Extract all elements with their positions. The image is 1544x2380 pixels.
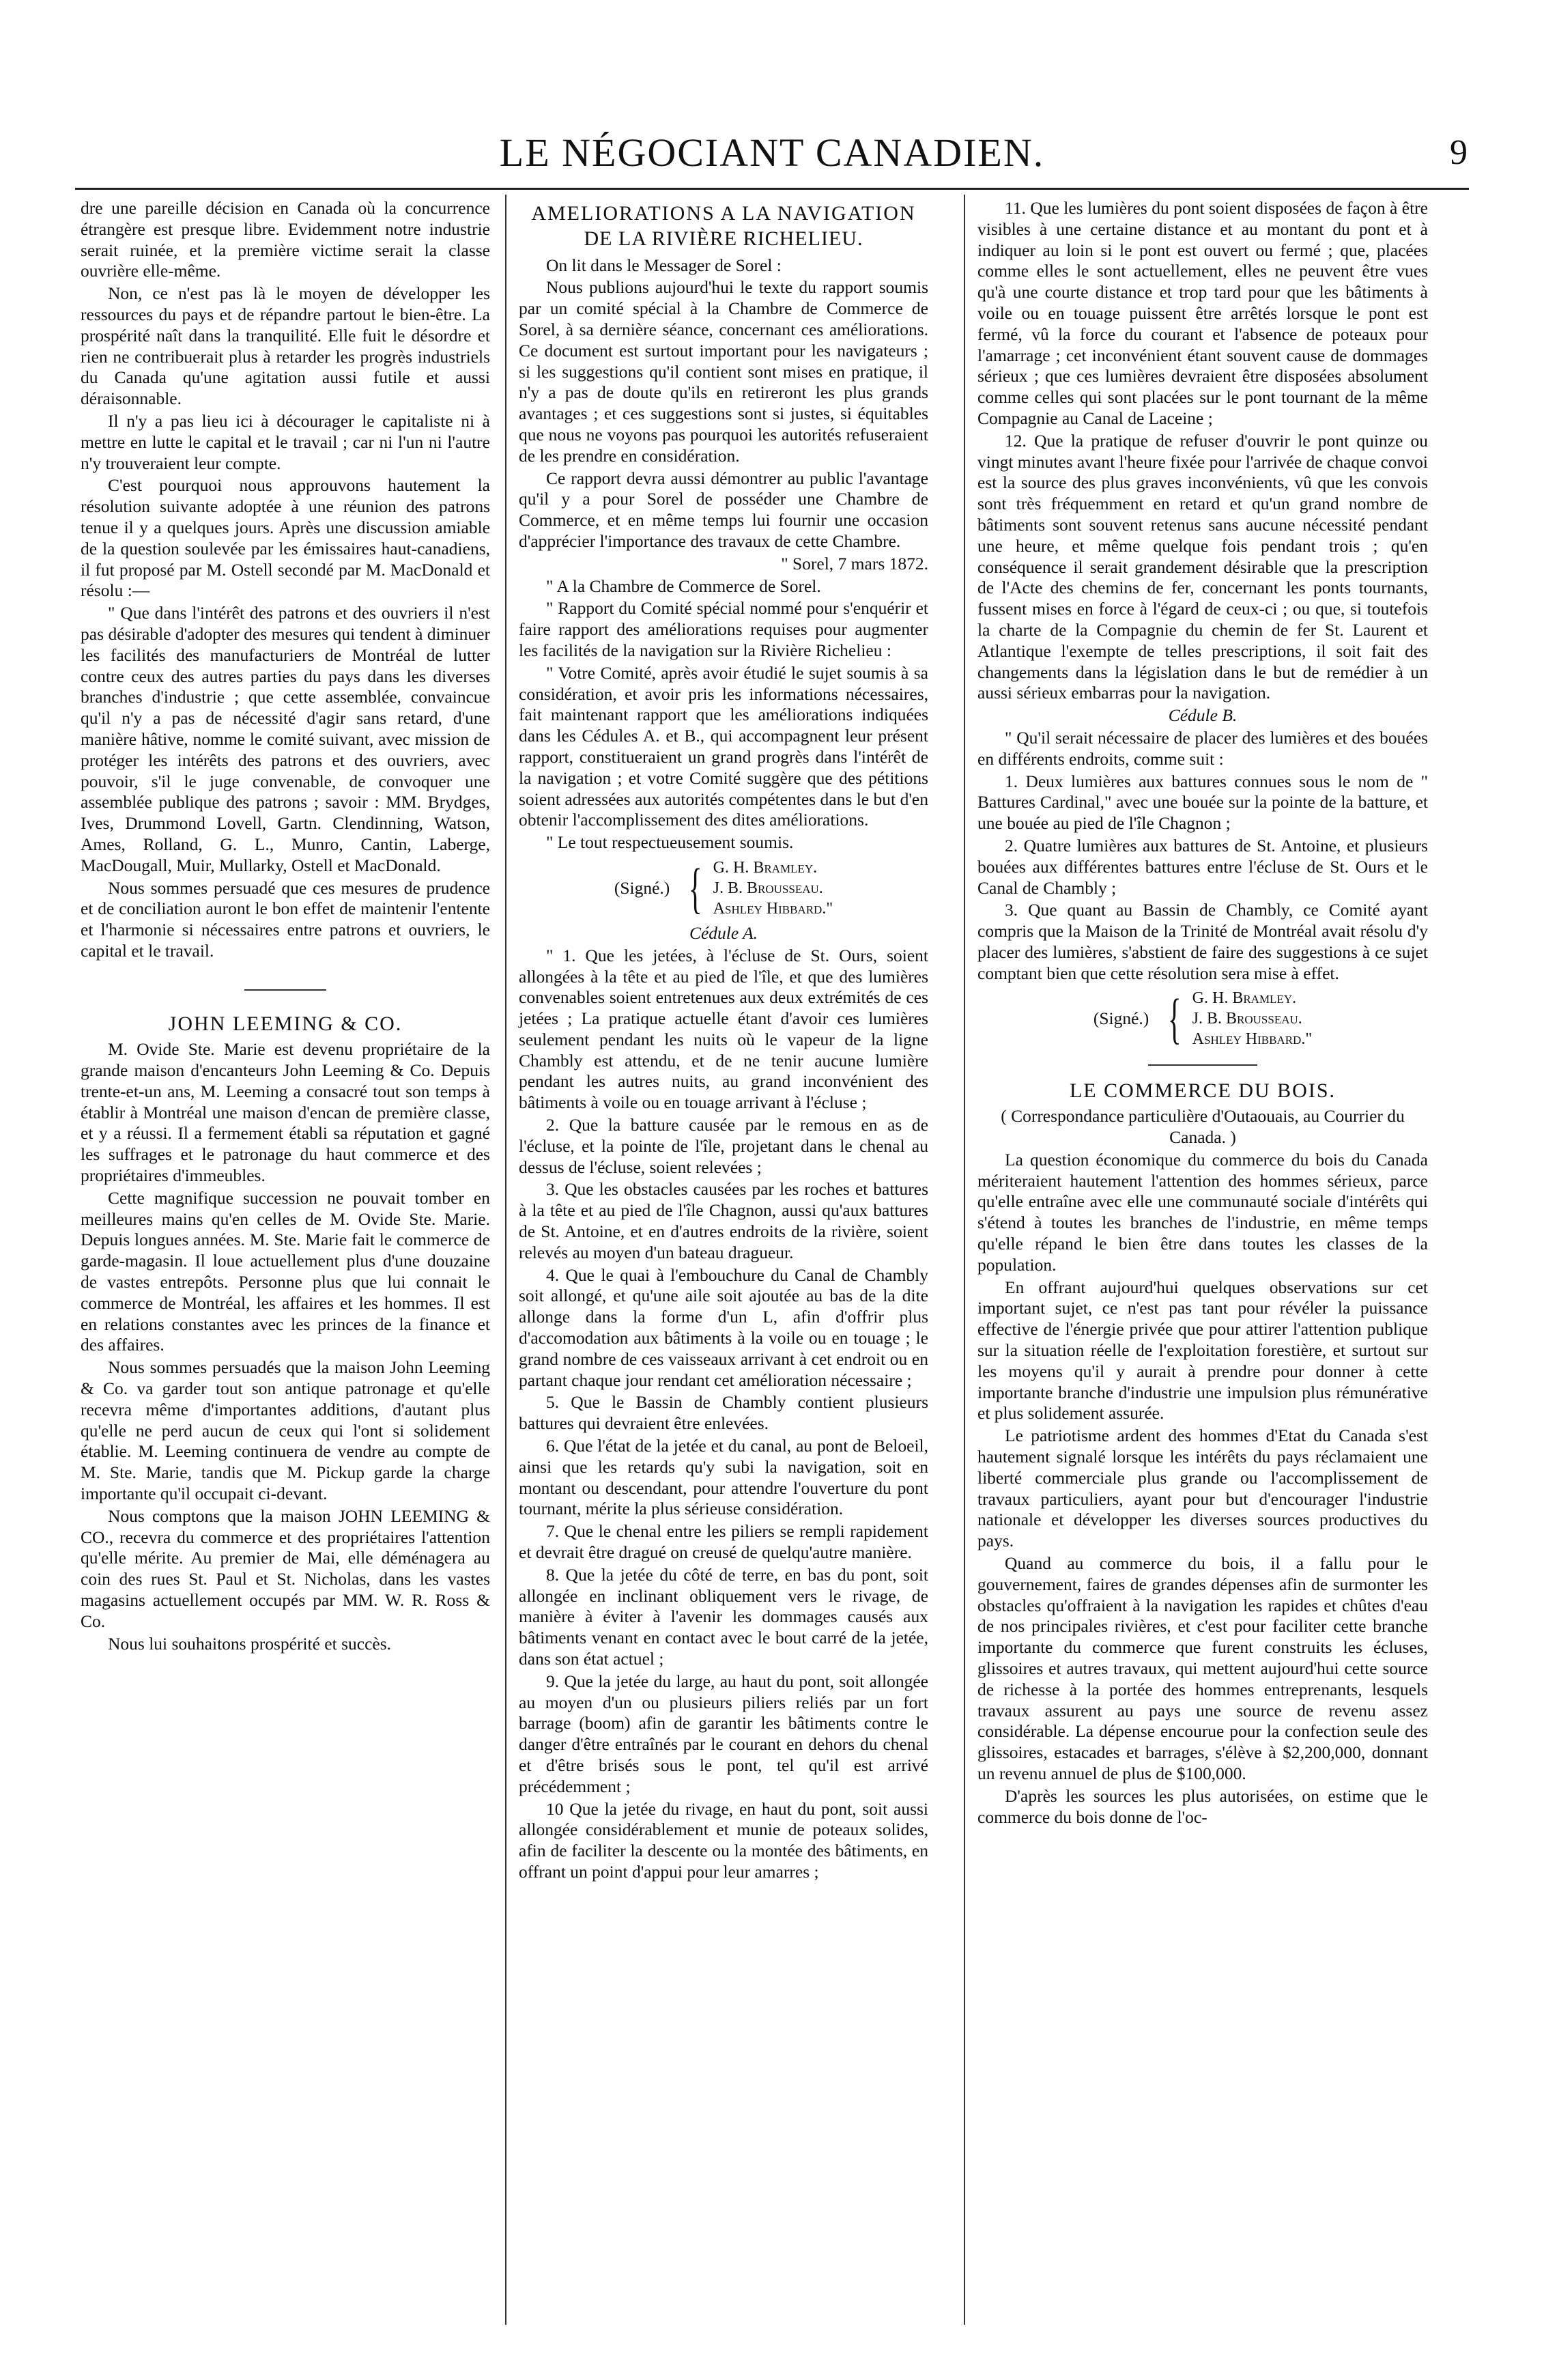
column-divider (505, 195, 506, 2325)
paragraph: Nous comptons que la maison JOHN LEEMING & CO., recevra du commerce et des propriétaires l'attention qu'elle mérite. Au premier de Mai, elle déménagera au coin des rues St. Paul et St. Nicholas, dans les vastes magasins actuellement occupés par MM. W. R. Ross & Co. (81, 1505, 490, 1631)
list-item: 12. Que la pratique de refuser d'ouvrir le pont quinze ou vingt minutes avant l'heure fixée pour l'arrivée de chaque convoi est la source des plus graves inconvénients, vû que les convois sont très fréquemment en retard et qu'un grand nombre de bâtiments sont souvent retenus sans aucune nécessité pendant une heure, et même quelque fois pendant trois ; qu'en conséquence il serait grandement désirable que la prescription de l'Acte des chemins de fer, concernant les ponts tournants, fussent mises en force à l'égard de ceux-ci ; ou que, si toutefois la charte de la Compagnie du chemin de fer St. Laurent et Atlantique l'exempte de telles prescriptions, il soit fait des changements dans la législation dans le but de remédier à un aussi sérieux embarras pour la navigation. (977, 430, 1428, 703)
dateline: " Sorel, 7 mars 1872. (781, 553, 928, 573)
paragraph: Nous sommes persuadé que ces mesures de prudence et de conciliation auront le bon effet de maintenir l'entente et l'harmonie si nécessaires entre patrons et ouvriers, le capital et le travail. (81, 877, 490, 961)
list-item: 1. Deux lumières aux battures connues sous le nom de " Battures Cardinal," avec une bouée sur la pointe de la batture, et une bouée au pied de l'île Chagnon ; (977, 771, 1428, 834)
list-item: " Qu'il serait nécessaire de placer des lumières et des bouées en différents endroits, comme suit : (977, 727, 1428, 769)
signer-names (713, 858, 833, 919)
paragraph: C'est pourquoi nous approuvons hautement la résolution suivante adoptée à une réunion des patrons tenue il y a quelques jours. Après une discussion amiable de la question soulevée par les émissaires haut-canadiens, il fut proposé par M. Ostell secondé par M. MacDonald et résolu :— (81, 475, 490, 601)
newspaper-title: LE NÉGOCIANT CANADIEN. (499, 130, 1045, 175)
signed-label: (Signé.) (614, 877, 670, 898)
signed-label: (Signé.) (1093, 1008, 1149, 1029)
list-item: 3. Que quant au Bassin de Chambly, ce Comité ayant compris que la Maison de la Trinité de Montréal avait résolu d'y placer des lumières, s'abstient de faire des suggestions à ce sujet comptant bien que cette résolution sera mise à effet. (977, 900, 1428, 983)
column-2 (519, 198, 928, 1884)
masthead (75, 130, 1469, 178)
list-item: 3. Que les obstacles causées par les roches et battures à la tête et au pied de l'île Chagnon, aussi qu'aux battures de St. Antoine, et en d'autres endroits de la rivière, soient relevés au moyen d'un bateau dragueur. (519, 1179, 928, 1262)
list-item: 4. Que le quai à l'embouchure du Canal de Chambly soit allongé, et qu'une aile soit ajoutée au bas de la dite allonge dans la forme d'un L, afin d'offrir plus d'accomodation aux bâtiments à la voile ou en touage ; le grand nombre de ces vaisseaux arrivant à cet endroit ou en partant chaque jour rendant cet amélioration nécessaire ; (519, 1264, 928, 1390)
paragraph: M. Ovide Ste. Marie est devenu propriétaire de la grande maison d'encanteurs John Leeming & Co. Depuis trente-et-un ans, M. Leeming a consacré tout son temps à établir à Montréal une maison d'encan de première classe, et y a réussi. Il a fermement établi sa réputation et gagné les suffrages et le patronage du haut commerce et des propriétaires d'immeubles. (81, 1039, 490, 1186)
signer: J. B. Brousseau. (713, 879, 823, 897)
article-heading-line2: DE LA RIVIÈRE RICHELIEU. (584, 227, 863, 250)
article-heading: LE COMMERCE DU BOIS. (1069, 1079, 1336, 1103)
list-item: 6. Que l'état de la jetée et du canal, au pont de Beloeil, ainsi que les retards qu'y subi la navigation, soit en montant ou descendant, pour attendre l'ouverture du pont tournant, mérite la plus sérieuse considération. (519, 1436, 928, 1519)
header-rule (75, 188, 1469, 190)
intro-line: On lit dans le Messager de Sorel : (546, 255, 782, 275)
paragraph: Nous lui souhaitons prospérité et succès. (108, 1633, 392, 1654)
brace-glyph: { (1168, 987, 1182, 1050)
paragraph: Ce rapport devra aussi démontrer au public l'avantage qu'il y a pour Sorel de posséder une Chambre de Commerce, et en même temps lui fournir une occasion d'apprécier l'importance des travaux de cette Chambre. (519, 468, 928, 551)
signer: J. B. Brousseau. (1192, 1010, 1302, 1028)
page-number: 9 (1450, 133, 1468, 172)
list-item: 9. Que la jetée du large, au haut du pont, soit allongée au moyen d'un ou plusieurs piliers reliés par un fort barrage (boom) afin de garantir les bâtiments contre le danger d'être entraînés par le courant en dehors du chenal et d'être brisés sous le pont, tel qu'il est arrivé précédemment ; (519, 1671, 928, 1796)
paragraph: Nous publions aujourd'hui le texte du rapport soumis par un comité spécial à la Chambre de Commerce de Sorel, à sa dernière séance, concernant ces améliorations. Ce document est surtout important pour les navigateurs ; si les suggestions qu'il contient sont mises en pratique, il n'y a pas de doute qu'ils en retireront les plus grands avantages ; et ces suggestions sont si justes, si équitables que nous ne voyons pas pourquoi les autorités refuseraient de les prendre en considération. (519, 277, 928, 466)
section-separator (81, 978, 490, 1000)
list-item: 11. Que les lumières du pont soient disposées de façon à être visibles à une certaine distance et au montant du pont et à indiquer au loin si le pont est ouvert ou fermé ; que, placées comme elles le sont actuellement, elles ne peuvent être vues qu'à une courte distance et trop tard pour que les bâtiments à voile ou en touage puissent être arrêtés lorsque le pont est fermé, vû la force du courant et l'absence de poteaux pour l'amarrage ; cet inconvénient étant souvent cause de dommages sérieux ; que ces lumières devraient être disposées absolument comme celles qui sont placées sur le pont tournant de la même Compagnie au Canal de Laceine ; (977, 198, 1428, 428)
signer: G. H. Bramley. (713, 858, 818, 877)
column-divider (964, 195, 965, 2325)
list-item: " 1. Que les jetées, à l'écluse de St. Ours, soient allongées à la tête et au pied de l'île, et que des lumières convenables soient entretenues aux deux extrémités de ces jetées ; La pratique actuelle étant d'avoir ces lumières seulement pendant les nuits où le vapeur de la ligne Chambly est attendu, et de ne tenir aucune lumière pendant les autres nuits, au grand inconvénient des bâtiments à voile ou en touage arrivant à l'écluse ; (519, 945, 928, 1113)
paragraph: D'après les sources les plus autorisées, on estime que le commerce du bois donne de l'oc- (977, 1785, 1428, 1827)
signature-block (519, 858, 928, 919)
paragraph: Le patriotisme ardent des hommes d'Etat du Canada s'est hautement signalé lorsque les intérêts du pays réclamaient une liberté commerciale plus grande ou l'accomplissement de travaux particuliers, ayant pour but d'encourager l'industrie nationale et développer les diverses sources productives du pays. (977, 1426, 1428, 1551)
list-item: 5. Que le Bassin de Chambly contient plusieurs battures qui devraient être enlevées. (519, 1392, 928, 1434)
paragraph: " Votre Comité, après avoir étudié le sujet soumis à sa considération, et avoir pris les informations nécessaires, fait maintenant rapport que les améliorations indiquées dans les Cédules A. et B., qui accompagnent leur présent rapport, constitueraient un grand progrès dans l'intérêt de la navigation ; et votre Comité suggère que des pétitions soient adressées aux autorités compétentes dans le but d'en obtenir l'accomplissement des dites améliorations. (519, 662, 928, 830)
list-item: 2. Que la batture causée par le remous en as de l'écluse, et la pointe de l'île, projetant dans le chenal au dessus de l'écluse, soient relevées ; (519, 1115, 928, 1177)
list-item: 7. Que le chenal entre les piliers se rempli rapidement et devrait être dragué on creusé de quelqu'autre manière. (519, 1521, 928, 1563)
paragraph: Il n'y a pas lieu ici à décourager le capitaliste ni à mettre en lutte le capital et le travail ; car ni l'un ni l'autre n'y trouveraient leur compte. (81, 410, 490, 473)
list-item: 8. Que la jetée du côté de terre, en bas du pont, soit allongée en inclinant obliquement vers le rivage, de manière à éviter à l'avenir les dommages causés aux bâtiments venant en contact avec le bout carré de la jetée, dans son état actuel ; (519, 1564, 928, 1669)
signer: G. H. Bramley. (1192, 989, 1297, 1008)
article-heading: AMELIORATIONS A LA NAVIGATION (531, 202, 916, 225)
article-subheading: ( Correspondance particulière d'Outaouais, au Courrier du Canada. ) (1001, 1106, 1405, 1148)
brace-glyph: { (689, 856, 702, 919)
signer-names (1192, 988, 1312, 1049)
salutation: " A la Chambre de Commerce de Sorel. (546, 576, 821, 596)
paragraph: " Rapport du Comité spécial nommé pour s'enquérir et faire rapport des améliorations requises pour augmenter les facilités de la navigation sur la Rivière Richelieu : (519, 598, 928, 660)
paragraph: Nous sommes persuadés que la maison John Leeming & Co. va garder tout son antique patronage et qu'elle recevra même d'importantes additions, d'autant plus qu'elle ne perd aucun de ceux qui l'ont si solidement établie. M. Leeming continuera de vendre au compte de M. Ste. Marie, tandis que M. Pickup garde la charge importante qu'il occupait ci-devant. (81, 1357, 490, 1504)
cedule-heading: Cédule B. (1168, 705, 1238, 726)
paragraph: En offrant aujourd'hui quelques observations sur cet important sujet, ce n'est pas tant pour révéler la puissance effective de l'énergie privée que pour attirer l'attention publique sur la situation réelle de l'exploitation forestière, et surtout sur les moyens qu'il y aurait à prendre pour donner à cette importante branche d'industrie une impulsion plus rémunérative et plus solidement assurée. (977, 1277, 1428, 1423)
paragraph: Non, ce n'est pas là le moyen de développer les ressources du pays et de répandre partout le bien-être. La prospérité naît dans la tranquilité. Elle fuit le désordre et rien ne contribuerait plus à retarder les progrès industriels du Canada qu'une agitation aussi futile et aussi déraisonnable. (81, 283, 490, 409)
paragraph: Quand au commerce du bois, il a fallu pour le gouvernement, faires de grandes dépenses afin de surmonter les obstacles qu'offraient à la navigation les rapides et chûtes d'eau de nos principales rivières, et c'est pour faciliter cette branche importante du commerce que furent construits les écluses, glissoires et autres travaux, qui mettent aujourd'hui cette source de richesse à la portée des hommes entreprenants, lesquels travaux assurent au pays une source de revenu assez considérable. La dépense encourue pour la confection seule des glissoires, estacades et barrages, s'élève à $2,200,000, donnant un revenu annuel de plus de $100,000. (977, 1553, 1428, 1783)
section-separator (1148, 1064, 1257, 1066)
paragraph: Cette magnifique succession ne pouvait tomber en meilleures mains qu'en celles de M. Ovide Ste. Marie. Depuis longues années. M. Ste. Marie fait le commerce de garde-magasin. Il loue actuellement plus d'une douzaine de vastes entrepôts. Personne plus que lui connait le commerce de Montréal, les affaires et les hommes. Il est en relations constantes avec les princes de la finance et des affaires. (81, 1187, 490, 1355)
cedule-heading: Cédule A. (689, 922, 758, 943)
column-1 (81, 198, 490, 1656)
paragraph: dre une pareille décision en Canada où la concurrence étrangère est presque libre. Evidemment notre industrie serait ruinée, et la première victime serait la classe ouvrière elle-même. (81, 198, 490, 281)
list-item: 10 Que la jetée du rivage, en haut du pont, soit aussi allongée considérablement et munie de poteaux solides, afin de faciliter la descente ou la montée des bâtiments, en offrant un point d'appui pour leur amarres ; (519, 1798, 928, 1882)
paragraph: " Que dans l'intérêt des patrons et des ouvriers il n'est pas désirable d'adopter des mesures qui tendent à diminuer les facilités des manufacturiers de Montréal de lutter contre ceux des autres parties du pays dans les diverses branches d'industrie ; que cette assemblée, convaincue qu'il n'y a pas de nécessité d'agir sans retard, d'une manière hâtive, nomme le comité suivant, avec mission de protéger les intérêts des patrons et des ouvriers, avec pouvoir, s'il le juge convenable, de convoquer une assemblée publique des patrons ; savoir : MM. Brydges, Ives, Drummond Lovell, Gartn. Clendinning, Watson, Ames, Rolland, G. L., Munro, Cantin, Laberge, MacDougall, Muir, Mullarky, Ostell et MacDonald. (81, 603, 490, 875)
column-3 (977, 198, 1428, 1829)
paragraph: " Le tout respectueusement soumis. (546, 832, 794, 853)
signer: Ashley Hibbard." (1192, 1030, 1313, 1049)
paragraph: La question économique du commerce du bois du Canada mériteraient hautement l'attention des hommes sérieux, parce qu'elle entraîne avec elle une communauté sociale d'intérêts qui s'étend à toutes les branches de l'industrie, en même temps qu'elle répand le bien être dans toutes les classes de la population. (977, 1149, 1428, 1275)
signer: Ashley Hibbard." (713, 899, 833, 918)
list-item: 2. Quatre lumières aux battures de St. Antoine, et plusieurs bouées aux différentes battures entre l'écluse de St. Ours et le Canal de Chambly ; (977, 835, 1428, 898)
article-heading: JOHN LEEMING & CO. (168, 1012, 403, 1036)
signature-block (977, 988, 1428, 1049)
